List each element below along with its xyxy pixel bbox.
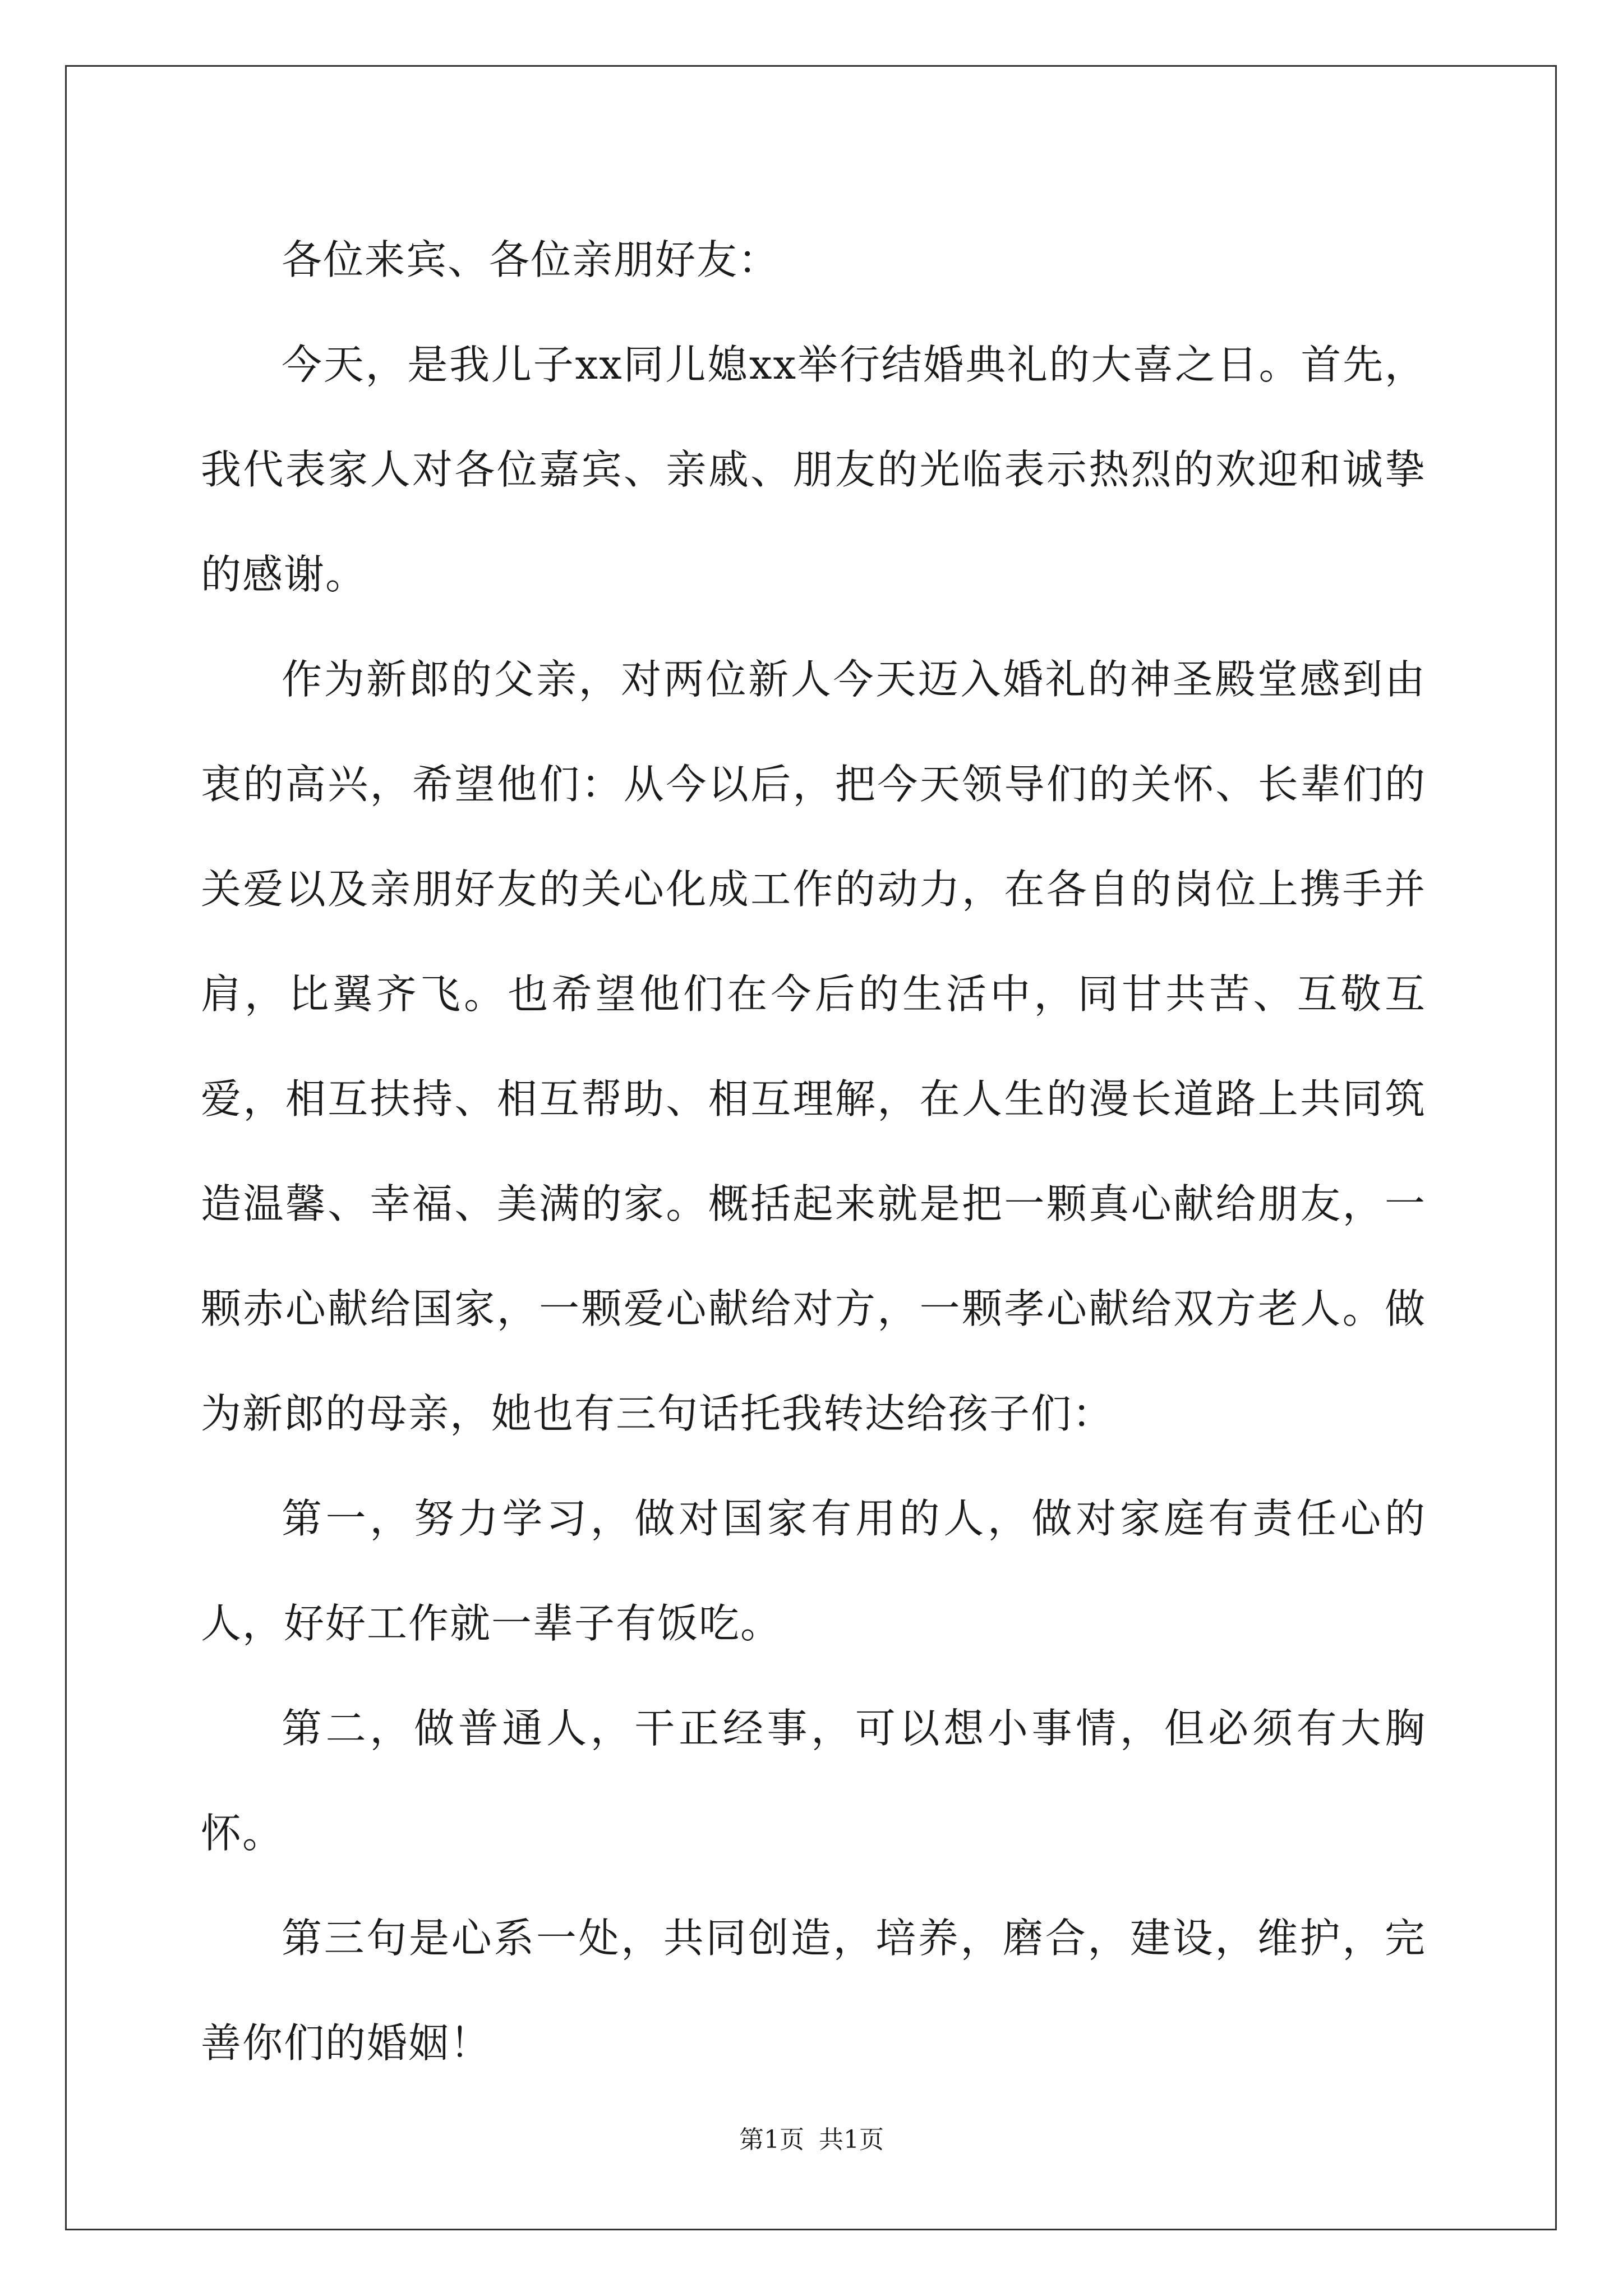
- page-footer: [0, 2123, 1623, 2157]
- paragraph-third-point: 第三句是心系一处，共同创造，培养，磨合，建设，维护，完善你们的婚姻！: [201, 1915, 1426, 2067]
- page-number-total: 共1页: [819, 2125, 884, 2154]
- paragraph-second-point: 第二，做普通人，干正经事，可以想小事情，但必须有大胸怀。: [201, 1705, 1426, 1857]
- paragraph-first-point: 第一，努力学习，做对国家有用的人，做对家庭有责任心的人，好好工作就一辈子有饭吃。: [201, 1495, 1426, 1647]
- paragraph-welcome: 今天，是我儿子xx同儿媳xx举行结婚典礼的大喜之日。首先，我代表家人对各位嘉宾、亲戚、朋友的光临表示热烈的欢迎和诚挚的感谢。: [201, 341, 1426, 598]
- page-number-current: 第1页: [739, 2125, 804, 2154]
- paragraph-salutation: 各位来宾、各位亲朋好友：: [282, 236, 780, 283]
- document-body: [201, 208, 1426, 2096]
- paragraph-wishes: 作为新郎的父亲，对两位新人今天迈入婚礼的神圣殿堂感到由衷的高兴，希望他们：从今以后，把今天领导们的关怀、长辈们的关爱以及亲朋好友的关心化成工作的动力，在各自的岗位上携手并肩，比翼齐飞。也希望他们在今后的生活中，同甘共苦、互敬互爱，相互扶持、相互帮助、相互理解，在人生的漫长道路上共同筑造温馨、幸福、美满的家。概括起来就是把一颗真心献给朋友，一颗赤心献给国家，一颗爱心献给对方，一颗孝心献给双方老人。做为新郎的母亲，她也有三句话托我转达给孩子们：: [201, 656, 1426, 1437]
